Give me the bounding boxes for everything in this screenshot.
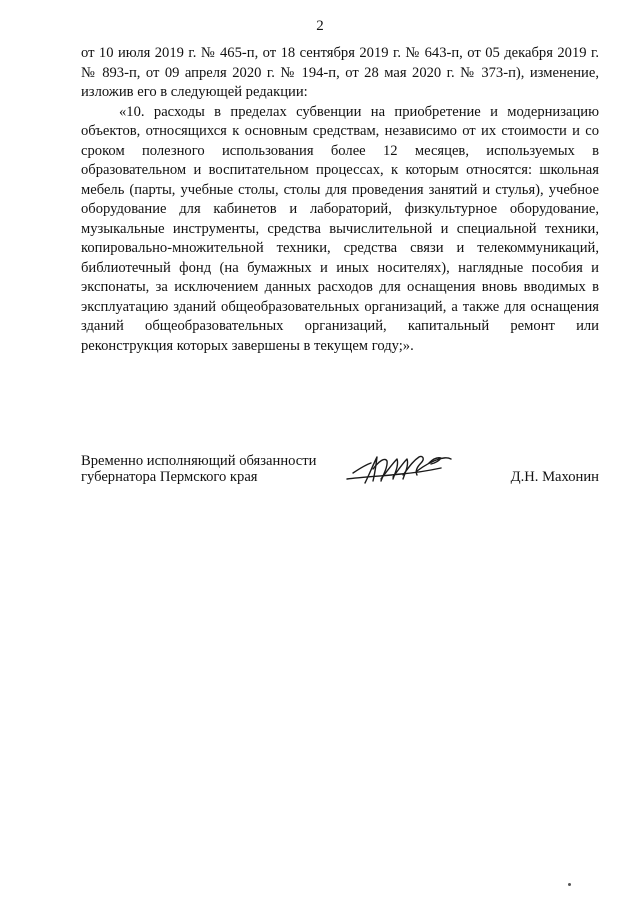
signatory-position-line-1: Временно исполняющий обязанности [81, 453, 317, 469]
handwritten-signature [343, 449, 463, 489]
signatory-position [81, 453, 341, 485]
signatory-position-line-2: губернатора Пермского края [81, 469, 258, 485]
body-paragraph-amendment: «10. расходы в пределах субвенции на приобретение и модернизацию объектов, относящихся к основным средствам, независимо от их стоимости и со сроком полезного использования более 12 месяцев, используемых в образовательном и воспитательном процессах, к которым относятся: школьная мебель (парты, учебные столы, столы для проведения занятий и стулья), учебное оборудование для кабинетов и лабораторий, физкультурное оборудование, музыкальные инструменты, средства вычислительной и специальной техники, копировально-множительной техники, средства связи и телекоммуникаций, библиотечный фонд (на бумажных и иных носителях), наглядные пособия и экспонаты, за исключением данных расходов для оснащения вновь вводимых в эксплуатацию зданий общеобразовательных организаций, а также для оснащения зданий общеобразовательных организаций, капитальный ремонт или реконструкция которых завершены в текущем году;». [81, 103, 599, 354]
signature-block [81, 453, 599, 493]
signatory-name: Д.Н. Махонин [510, 469, 599, 485]
document-body [81, 44, 599, 356]
page-number: 2 [316, 18, 324, 34]
scan-mark [568, 883, 571, 886]
body-paragraph-continuation: от 10 июля 2019 г. № 465-п, от 18 сентября 2019 г. № 643-п, от 05 декабря 2019 г. № 893-п, от 09 апреля 2020 г. № 194-п, от 28 мая 2020 г. № 373-п), изменение, изложив его в следующей редакции: [81, 45, 599, 100]
